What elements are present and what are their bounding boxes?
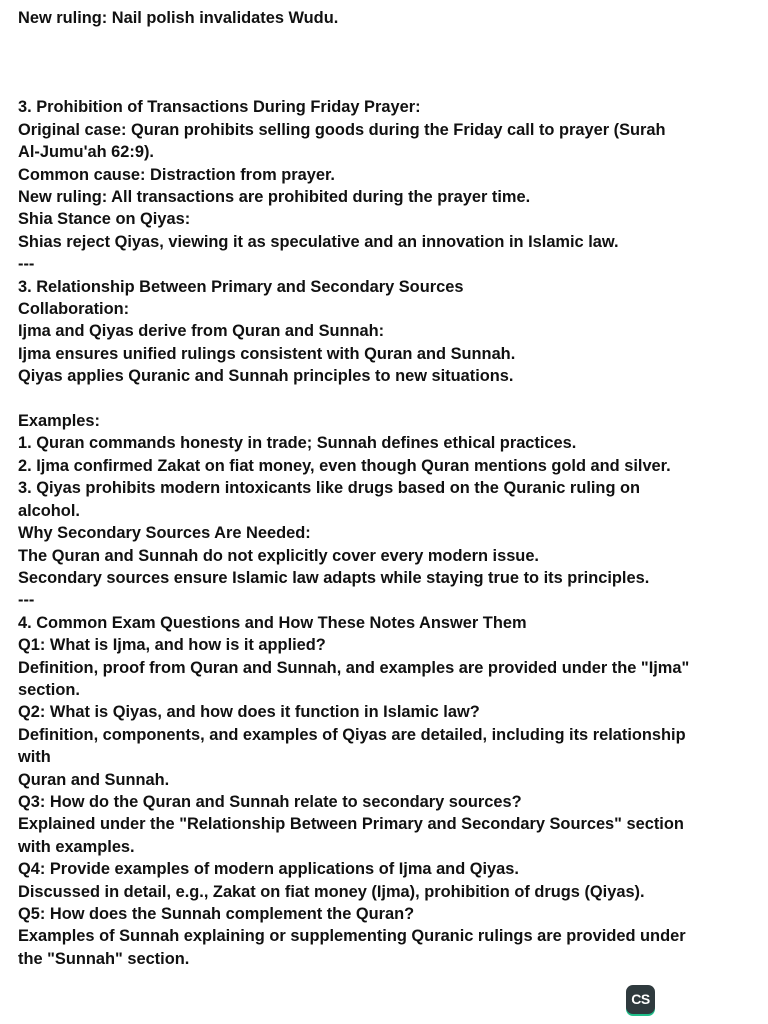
- text-line: with examples.: [18, 837, 135, 856]
- text-line: 3. Relationship Between Primary and Secondary Sources: [18, 277, 464, 296]
- text-line: Secondary sources ensure Islamic law adapts while staying true to its principles.: [18, 568, 650, 587]
- text-line: Common cause: Distraction from prayer.: [18, 165, 335, 184]
- text-line: Q2: What is Qiyas, and how does it function in Islamic law?: [18, 703, 480, 722]
- text-line: Explained under the "Relationship Between Primary and Secondary Sources" section: [18, 815, 684, 834]
- text-line: Original case: Quran prohibits selling goods during the Friday call to prayer (Surah: [18, 120, 666, 139]
- document-page: [18, 7, 758, 970]
- section-examples: [18, 410, 758, 970]
- text-line: Examples of Sunnah explaining or supplementing Quranic rulings are provided under: [18, 927, 686, 946]
- text-line: Ijma ensures unified rulings consistent with Quran and Sunnah.: [18, 344, 516, 363]
- section-friday-prayer: [18, 96, 758, 387]
- text-line: Definition, components, and examples of Qiyas are detailed, including its relationship: [18, 725, 686, 744]
- text-line: 3. Qiyas prohibits modern intoxicants like drugs based on the Quranic ruling on: [18, 479, 641, 498]
- text-line: Shia Stance on Qiyas:: [18, 210, 191, 229]
- spacer: [18, 29, 758, 96]
- text-line: Ijma and Qiyas derive from Quran and Sunnah:: [18, 322, 385, 341]
- text-line: The Quran and Sunnah do not explicitly cover every modern issue.: [18, 546, 539, 565]
- text-line: Q5: How does the Sunnah complement the Quran?: [18, 905, 415, 924]
- text-line: Quran and Sunnah.: [18, 770, 170, 789]
- text-line: ---: [18, 591, 35, 610]
- text-line: Q3: How do the Quran and Sunnah relate to secondary sources?: [18, 792, 522, 811]
- text-line: ---: [18, 255, 35, 274]
- text-line: 3. Prohibition of Transactions During Friday Prayer:: [18, 98, 421, 117]
- text-line: 1. Quran commands honesty in trade; Sunnah defines ethical practices.: [18, 434, 577, 453]
- text-line: Why Secondary Sources Are Needed:: [18, 524, 311, 543]
- text-line: New ruling: All transactions are prohibited during the prayer time.: [18, 188, 531, 207]
- text-line: 4. Common Exam Questions and How These Notes Answer Them: [18, 613, 527, 632]
- text-line: Q1: What is Ijma, and how is it applied?: [18, 636, 326, 655]
- text-line: Definition, proof from Quran and Sunnah, and examples are provided under the "Ijma": [18, 658, 690, 677]
- text-line: Shias reject Qiyas, viewing it as speculative and an innovation in Islamic law.: [18, 232, 619, 251]
- text-line: Collaboration:: [18, 300, 130, 319]
- text-line: the "Sunnah" section.: [18, 949, 190, 968]
- text-line: with: [18, 748, 51, 767]
- text-line: alcohol.: [18, 501, 80, 520]
- text-line: 2. Ijma confirmed Zakat on fiat money, even though Quran mentions gold and silver.: [18, 456, 671, 475]
- top-line: New ruling: Nail polish invalidates Wudu.: [18, 9, 339, 27]
- text-line: Qiyas applies Quranic and Sunnah principles to new situations.: [18, 367, 514, 386]
- spacer: [18, 388, 758, 410]
- text-line: Q4: Provide examples of modern applications of Ijma and Qiyas.: [18, 860, 519, 879]
- camscanner-logo-icon: CS: [626, 985, 655, 1014]
- text-line: Examples:: [18, 412, 100, 431]
- text-line: section.: [18, 680, 80, 699]
- text-line: Discussed in detail, e.g., Zakat on fiat money (Ijma), prohibition of drugs (Qiyas).: [18, 882, 645, 901]
- text-line: Al-Jumu'ah 62:9).: [18, 143, 154, 162]
